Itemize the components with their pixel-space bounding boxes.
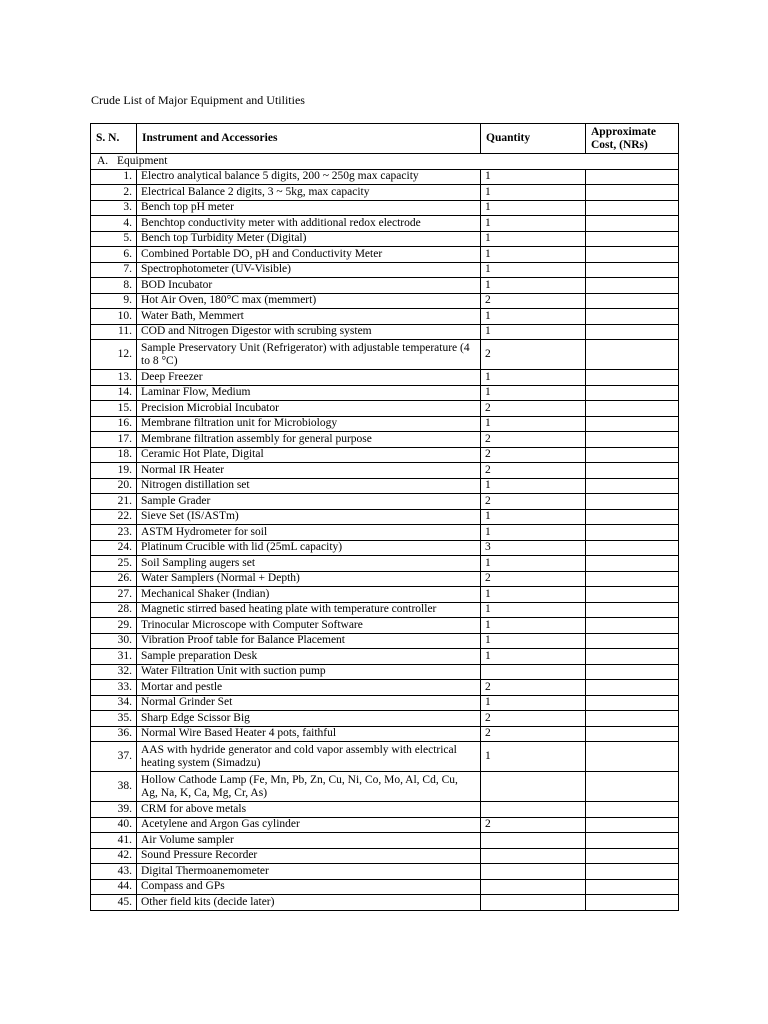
row-instrument: Ceramic Hot Plate, Digital [137,447,481,463]
row-cost [586,416,679,432]
row-sn: 28. [91,602,137,618]
row-sn: 32. [91,664,137,680]
row-quantity: 1 [481,324,586,340]
table-row [91,802,679,818]
table-row [91,726,679,742]
row-sn: 11. [91,324,137,340]
row-sn: 38. [91,772,137,802]
row-instrument: Deep Freezer [137,370,481,386]
row-quantity: 1 [481,587,586,603]
row-cost [586,494,679,510]
row-instrument: Combined Portable DO, pH and Conductivity Meter [137,247,481,263]
row-instrument: Spectrophotometer (UV-Visible) [137,262,481,278]
row-cost [586,618,679,634]
row-instrument: Sieve Set (IS/ASTm) [137,509,481,525]
table-row [91,571,679,587]
row-instrument: Electrical Balance 2 digits, 3 ~ 5kg, max capacity [137,185,481,201]
row-quantity [481,879,586,895]
table-row [91,879,679,895]
table-row [91,772,679,802]
section-letter: A. [97,154,109,167]
row-quantity: 2 [481,293,586,309]
row-quantity [481,664,586,680]
row-sn: 21. [91,494,137,510]
table-row [91,618,679,634]
row-cost [586,540,679,556]
row-sn: 37. [91,742,137,772]
row-cost [586,169,679,185]
table-row [91,649,679,665]
row-quantity: 3 [481,540,586,556]
table-row [91,370,679,386]
row-instrument: Normal Grinder Set [137,695,481,711]
document-title: Crude List of Major Equipment and Utilities [91,93,305,107]
row-instrument: Air Volume sampler [137,833,481,849]
table-row [91,895,679,911]
table-row [91,494,679,510]
table-row [91,247,679,263]
row-sn: 4. [91,216,137,232]
row-instrument: Sound Pressure Recorder [137,848,481,864]
row-instrument: Bench top pH meter [137,200,481,216]
row-instrument: Mortar and pestle [137,680,481,696]
row-quantity: 1 [481,216,586,232]
row-sn: 30. [91,633,137,649]
row-instrument: BOD Incubator [137,278,481,294]
row-quantity [481,772,586,802]
row-sn: 15. [91,401,137,417]
row-quantity: 2 [481,726,586,742]
row-sn: 8. [91,278,137,294]
row-sn: 22. [91,509,137,525]
row-instrument: Magnetic stirred based heating plate with temperature controller [137,602,481,618]
row-quantity [481,864,586,880]
row-quantity: 1 [481,478,586,494]
row-sn: 3. [91,200,137,216]
row-sn: 13. [91,370,137,386]
row-sn: 44. [91,879,137,895]
row-cost [586,711,679,727]
table-row [91,817,679,833]
table-row [91,540,679,556]
row-quantity: 1 [481,370,586,386]
row-cost [586,200,679,216]
row-sn: 40. [91,817,137,833]
row-instrument: Benchtop conductivity meter with additional redox electrode [137,216,481,232]
row-cost [586,726,679,742]
row-instrument: Water Bath, Memmert [137,309,481,325]
row-sn: 5. [91,231,137,247]
row-instrument: Other field kits (decide later) [137,895,481,911]
row-cost [586,695,679,711]
row-instrument: Mechanical Shaker (Indian) [137,587,481,603]
row-cost [586,664,679,680]
row-cost [586,385,679,401]
row-cost [586,848,679,864]
row-quantity: 1 [481,416,586,432]
row-cost [586,895,679,911]
table-row [91,864,679,880]
row-sn: 19. [91,463,137,479]
row-cost [586,478,679,494]
row-quantity: 1 [481,247,586,263]
row-quantity: 2 [481,463,586,479]
row-cost [586,556,679,572]
row-instrument: Digital Thermoanemometer [137,864,481,880]
row-quantity: 1 [481,509,586,525]
table-row [91,556,679,572]
row-instrument: Electro analytical balance 5 digits, 200 ~ 250g max capacity [137,169,481,185]
table-row [91,833,679,849]
row-cost [586,247,679,263]
row-quantity: 1 [481,633,586,649]
row-sn: 33. [91,680,137,696]
row-sn: 10. [91,309,137,325]
table-row [91,711,679,727]
table-row [91,447,679,463]
table-row [91,525,679,541]
row-instrument: Water Samplers (Normal + Depth) [137,571,481,587]
row-quantity: 1 [481,185,586,201]
table-row [91,185,679,201]
row-quantity: 1 [481,525,586,541]
row-cost [586,231,679,247]
row-quantity: 1 [481,309,586,325]
row-instrument: Bench top Turbidity Meter (Digital) [137,231,481,247]
row-sn: 23. [91,525,137,541]
row-instrument: Hot Air Oven, 180°C max (memmert) [137,293,481,309]
row-sn: 31. [91,649,137,665]
row-cost [586,216,679,232]
row-quantity: 2 [481,817,586,833]
table-row [91,231,679,247]
row-quantity: 2 [481,447,586,463]
row-quantity: 1 [481,618,586,634]
row-sn: 29. [91,618,137,634]
row-quantity [481,802,586,818]
row-cost [586,864,679,880]
table-row [91,309,679,325]
row-quantity: 1 [481,200,586,216]
row-cost [586,262,679,278]
row-instrument: Compass and GPs [137,879,481,895]
header-quantity: Quantity [481,124,586,154]
row-quantity: 1 [481,742,586,772]
row-sn: 12. [91,340,137,370]
row-quantity: 1 [481,556,586,572]
row-cost [586,602,679,618]
row-sn: 14. [91,385,137,401]
row-cost [586,185,679,201]
row-instrument: Vibration Proof table for Balance Placement [137,633,481,649]
row-sn: 39. [91,802,137,818]
row-quantity: 2 [481,711,586,727]
table-row [91,262,679,278]
table-row [91,432,679,448]
section-row-equipment [91,154,679,170]
row-sn: 24. [91,540,137,556]
row-instrument: Laminar Flow, Medium [137,385,481,401]
table-row [91,509,679,525]
row-sn: 27. [91,587,137,603]
table-row [91,385,679,401]
header-instrument: Instrument and Accessories [137,124,481,154]
table-row [91,848,679,864]
row-sn: 45. [91,895,137,911]
row-cost [586,817,679,833]
row-cost [586,340,679,370]
row-cost [586,833,679,849]
row-instrument: ASTM Hydrometer for soil [137,525,481,541]
row-instrument: Precision Microbial Incubator [137,401,481,417]
row-cost [586,680,679,696]
row-sn: 1. [91,169,137,185]
row-quantity: 1 [481,602,586,618]
row-sn: 25. [91,556,137,572]
row-instrument: Normal IR Heater [137,463,481,479]
table-row [91,340,679,370]
row-quantity: 2 [481,340,586,370]
table-row [91,463,679,479]
row-quantity: 2 [481,571,586,587]
row-cost [586,525,679,541]
row-instrument: Platinum Crucible with lid (25mL capacity) [137,540,481,556]
row-instrument: Sample Preservatory Unit (Refrigerator) with adjustable temperature (4 to 8 °C) [137,340,481,370]
row-cost [586,309,679,325]
table-row [91,742,679,772]
row-instrument: Membrane filtration assembly for general purpose [137,432,481,448]
row-quantity: 1 [481,278,586,294]
row-sn: 36. [91,726,137,742]
row-cost [586,587,679,603]
row-cost [586,509,679,525]
table-row [91,695,679,711]
row-instrument: Sample Grader [137,494,481,510]
table-row [91,416,679,432]
row-sn: 42. [91,848,137,864]
row-quantity [481,895,586,911]
table-row [91,680,679,696]
row-quantity: 2 [481,401,586,417]
row-cost [586,293,679,309]
row-instrument: Acetylene and Argon Gas cylinder [137,817,481,833]
table-row [91,278,679,294]
row-sn: 17. [91,432,137,448]
equipment-table [90,123,679,911]
header-sn: S. N. [91,124,137,154]
table-row [91,664,679,680]
table-row [91,478,679,494]
row-cost [586,742,679,772]
row-quantity: 1 [481,231,586,247]
row-instrument: Water Filtration Unit with suction pump [137,664,481,680]
row-instrument: Soil Sampling augers set [137,556,481,572]
row-sn: 41. [91,833,137,849]
row-cost [586,571,679,587]
row-quantity: 2 [481,494,586,510]
row-quantity: 1 [481,262,586,278]
row-instrument: Nitrogen distillation set [137,478,481,494]
row-instrument: Hollow Cathode Lamp (Fe, Mn, Pb, Zn, Cu, Ni, Co, Mo, Al, Cd, Cu, Ag, Na, K, Ca, Mg, Cr, As) [137,772,481,802]
row-sn: 35. [91,711,137,727]
row-sn: 7. [91,262,137,278]
row-quantity [481,848,586,864]
table-row [91,633,679,649]
header-cost: Approximate Cost, (NRs) [586,124,679,154]
row-cost [586,370,679,386]
row-cost [586,463,679,479]
row-sn: 34. [91,695,137,711]
row-instrument: Membrane filtration unit for Microbiology [137,416,481,432]
row-sn: 26. [91,571,137,587]
row-instrument: Normal Wire Based Heater 4 pots, faithful [137,726,481,742]
row-quantity: 2 [481,432,586,448]
row-cost [586,879,679,895]
row-sn: 2. [91,185,137,201]
row-cost [586,772,679,802]
row-quantity: 1 [481,169,586,185]
row-sn: 9. [91,293,137,309]
row-cost [586,649,679,665]
section-label [91,154,679,170]
row-quantity: 2 [481,680,586,696]
table-row [91,216,679,232]
row-quantity: 1 [481,695,586,711]
row-sn: 6. [91,247,137,263]
row-cost [586,432,679,448]
row-cost [586,633,679,649]
row-instrument: Sharp Edge Scissor Big [137,711,481,727]
row-quantity: 1 [481,385,586,401]
table-row [91,293,679,309]
row-instrument: Trinocular Microscope with Computer Software [137,618,481,634]
row-instrument: CRM for above metals [137,802,481,818]
row-cost [586,324,679,340]
row-cost [586,278,679,294]
table-row [91,602,679,618]
row-quantity [481,833,586,849]
row-instrument: AAS with hydride generator and cold vapor assembly with electrical heating system (Simadzu) [137,742,481,772]
table-row [91,169,679,185]
row-sn: 16. [91,416,137,432]
table-row [91,324,679,340]
row-cost [586,447,679,463]
row-instrument: COD and Nitrogen Digestor with scrubing system [137,324,481,340]
row-quantity: 1 [481,649,586,665]
table-row [91,587,679,603]
table-row [91,200,679,216]
row-sn: 43. [91,864,137,880]
table-row [91,401,679,417]
row-cost [586,802,679,818]
row-instrument: Sample preparation Desk [137,649,481,665]
section-name: Equipment [117,154,168,167]
row-cost [586,401,679,417]
row-sn: 20. [91,478,137,494]
row-sn: 18. [91,447,137,463]
table-header-row [91,124,679,154]
